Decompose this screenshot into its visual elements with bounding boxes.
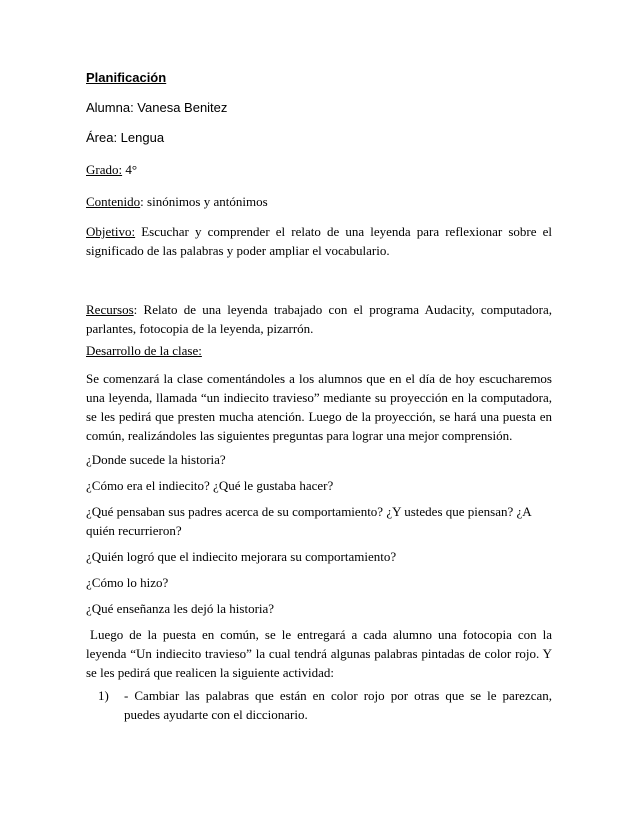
- resources-label: Recursos: [86, 302, 134, 317]
- grade-line: [86, 160, 552, 179]
- question-6: ¿Qué enseñanza les dejó la historia?: [86, 601, 275, 616]
- subject-area: Área: Lengua: [86, 130, 165, 145]
- objective-text: Escuchar y comprender el relato de una leyenda para reflexionar sobre el significado de las palabras y poder ampliar el vocabulario.: [86, 224, 552, 258]
- document-title: Planificación: [86, 70, 167, 85]
- document-page: [86, 70, 552, 724]
- activity-list-item: [86, 686, 552, 724]
- resources-paragraph: [86, 300, 552, 338]
- question-5: ¿Cómo lo hizo?: [86, 575, 169, 590]
- activity-number: 1): [98, 688, 109, 703]
- development-paragraph: Se comenzará la clase comentándoles a los alumnos que en el día de hoy escucharemos una leyenda, llamada “un indiecito travieso” mediante su proyección en la computadora, se les pedirá que presten mucha atención. Luego de la proyección, se hará una puesta en común, realizándoles las siguientes preguntas para lograr una mejor comprensión.: [86, 371, 552, 443]
- question-4: ¿Quién logró que el indiecito mejorara su comportamiento?: [86, 549, 397, 564]
- content-label: Contenido: [86, 194, 141, 209]
- activity-text: - Cambiar las palabras que están en color rojo por otras que se le parezcan, puedes ayudarte con el diccionario.: [124, 688, 552, 722]
- objective-label: Objetivo:: [86, 224, 136, 239]
- objective-paragraph: [86, 222, 552, 260]
- question-2: ¿Cómo era el indiecito? ¿Qué le gustaba hacer?: [86, 478, 334, 493]
- question-3: ¿Qué pensaban sus padres acerca de su comportamiento? ¿Y ustedes que piensan? ¿A quién recurrieron?: [86, 504, 531, 538]
- grade-label: Grado:: [86, 162, 123, 177]
- question-1: ¿Donde sucede la historia?: [86, 452, 226, 467]
- student-name: Alumna: Vanesa Benitez: [86, 100, 228, 115]
- content-line: [86, 192, 552, 211]
- resources-text: : Relato de una leyenda trabajado con el programa Audacity, computadora, parlantes, fotocopia de la leyenda, pizarrón.: [86, 302, 552, 336]
- development-heading: Desarrollo de la clase:: [86, 343, 202, 358]
- content-value: : sinónimos y antónimos: [140, 194, 268, 209]
- activity-intro-paragraph: Luego de la puesta en común, se le entregará a cada alumno una fotocopia con la leyenda “Un indiecito travieso” la cual tendrá algunas palabras pintadas de color rojo. Y se les pedirá que realicen la siguiente actividad:: [86, 627, 552, 680]
- grade-value: 4°: [122, 162, 138, 177]
